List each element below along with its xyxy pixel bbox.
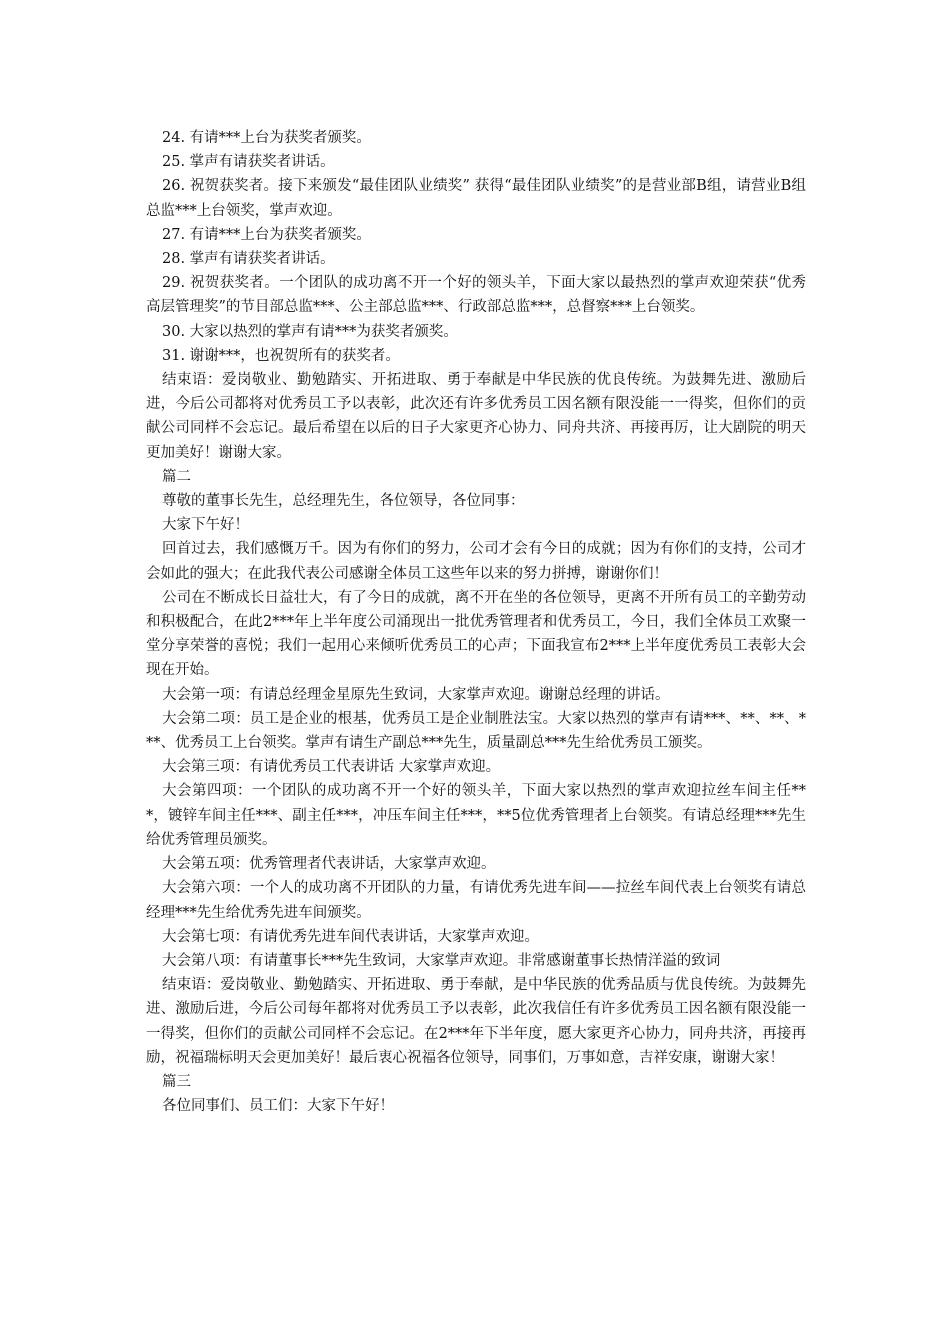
document-body	[146, 126, 806, 1118]
closing-remarks: 结束语：爱岗敬业、勤勉踏实、开拓进取、勇于奉献，是中华民族的优秀品质与优良传统。为鼓舞先进、激励后进，今后公司每年都将对优秀员工予以表彰，此次我信任有许多优秀员工因名额有限没能一一得奖，但你们的贡献公司同样不会忘记。在2***年下半年度，愿大家更齐心协力，同舟共济，再接再励，祝福瑞标明天会更加美好！最后衷心祝福各位领导，同事们，万事如意，吉祥安康，谢谢大家！	[146, 977, 806, 1066]
paragraph: 26. 祝贺获奖者。接下来颁发“最佳团队业绩奖” 获得“最佳团队业绩奖”的是营业部B组，请营业B组总监***上台领奖，掌声欢迎。	[146, 178, 806, 219]
agenda-item: 大会第六项：一个人的成功离不开团队的力量，有请优秀先进车间——拉丝车间代表上台领奖有请总经理***先生给优秀先进车间颁奖。	[146, 880, 806, 921]
greeting: 大家下午好！	[162, 517, 249, 534]
agenda-item: 大会第五项：优秀管理者代表讲话，大家掌声欢迎。	[162, 856, 496, 873]
salutation: 尊敬的董事长先生，总经理先生，各位领导，各位同事：	[162, 493, 525, 510]
greeting: 各位同事们、员工们：大家下午好！	[162, 1098, 394, 1115]
agenda-item: 大会第四项：一个团队的成功离不开一个好的领头羊，下面大家以热烈的掌声欢迎拉丝车间主任***，镀锌车间主任***、副主任***，冲压车间主任***，**5位优秀管理者上台领奖。有请总经理***先生给优秀管理员颁奖。	[146, 783, 806, 848]
section-heading: 篇二	[162, 468, 191, 485]
paragraph: 31. 谢谢***，也祝贺所有的获奖者。	[162, 347, 400, 364]
agenda-item: 大会第一项：有请总经理金星原先生致词，大家掌声欢迎。谢谢总经理的讲话。	[162, 686, 670, 703]
agenda-item: 大会第八项：有请董事长***先生致词，大家掌声欢迎。非常感谢董事长热情洋溢的致词	[162, 952, 721, 969]
paragraph: 28. 掌声有请获奖者讲话。	[162, 251, 335, 268]
agenda-item: 大会第二项：员工是企业的根基，优秀员工是企业制胜法宝。大家以热烈的掌声有请***、**、**、***、优秀员工上台领奖。掌声有请生产副总***先生，质量副总***先生给优秀员工颁奖。	[146, 710, 806, 752]
closing-remarks: 结束语：爱岗敬业、勤勉踏实、开拓进取、勇于奉献是中华民族的优良传统。为鼓舞先进、激励后进，今后公司都将对优秀员工予以表彰，此次还有许多优秀员工因名额有限没能一一得奖，但你们的贡献公司同样不会忘记。最后希望在以后的日子大家更齐心协力、同舟共济、再接再厉，让大剧院的明天更加美好！谢谢大家。	[146, 372, 806, 461]
paragraph: 29. 祝贺获奖者。一个团队的成功离不开一个好的领头羊，下面大家以最热烈的掌声欢迎荣获“优秀高层管理奖”的节目部总监***、公主部总监***、行政部总监***，总督察***上台领奖。	[146, 275, 806, 316]
paragraph: 30. 大家以热烈的掌声有请***为获奖者颁奖。	[162, 323, 458, 340]
paragraph: 27. 有请***上台为获奖者颁奖。	[162, 226, 371, 243]
section-heading: 篇三	[162, 1073, 191, 1090]
paragraph: 公司在不断成长日益壮大，有了今日的成就，离不开在坐的各位领导，更离不开所有员工的辛勤劳动和积极配合，在此2***年上半年度公司涌现出一批优秀管理者和优秀员工，今日，我们全体员工欢聚一堂分享荣誉的喜悦；我们一起用心来倾听优秀员工的心声；下面我宣布2***上半年度优秀员工表彰大会现在开始。	[146, 589, 806, 679]
paragraph: 25. 掌声有请获奖者讲话。	[162, 154, 335, 171]
paragraph: 回首过去，我们感慨万千。因为有你们的努力，公司才会有今日的成就；因为有你们的支持，公司才会如此的强大；在此我代表公司感谢全体员工这些年以来的努力拼搏，谢谢你们！	[146, 541, 806, 582]
paragraph: 24. 有请***上台为获奖者颁奖。	[162, 130, 371, 146]
agenda-item: 大会第三项：有请优秀员工代表讲话 大家掌声欢迎。	[162, 759, 501, 776]
agenda-item: 大会第七项：有请优秀先进车间代表讲话，大家掌声欢迎。	[162, 928, 539, 945]
